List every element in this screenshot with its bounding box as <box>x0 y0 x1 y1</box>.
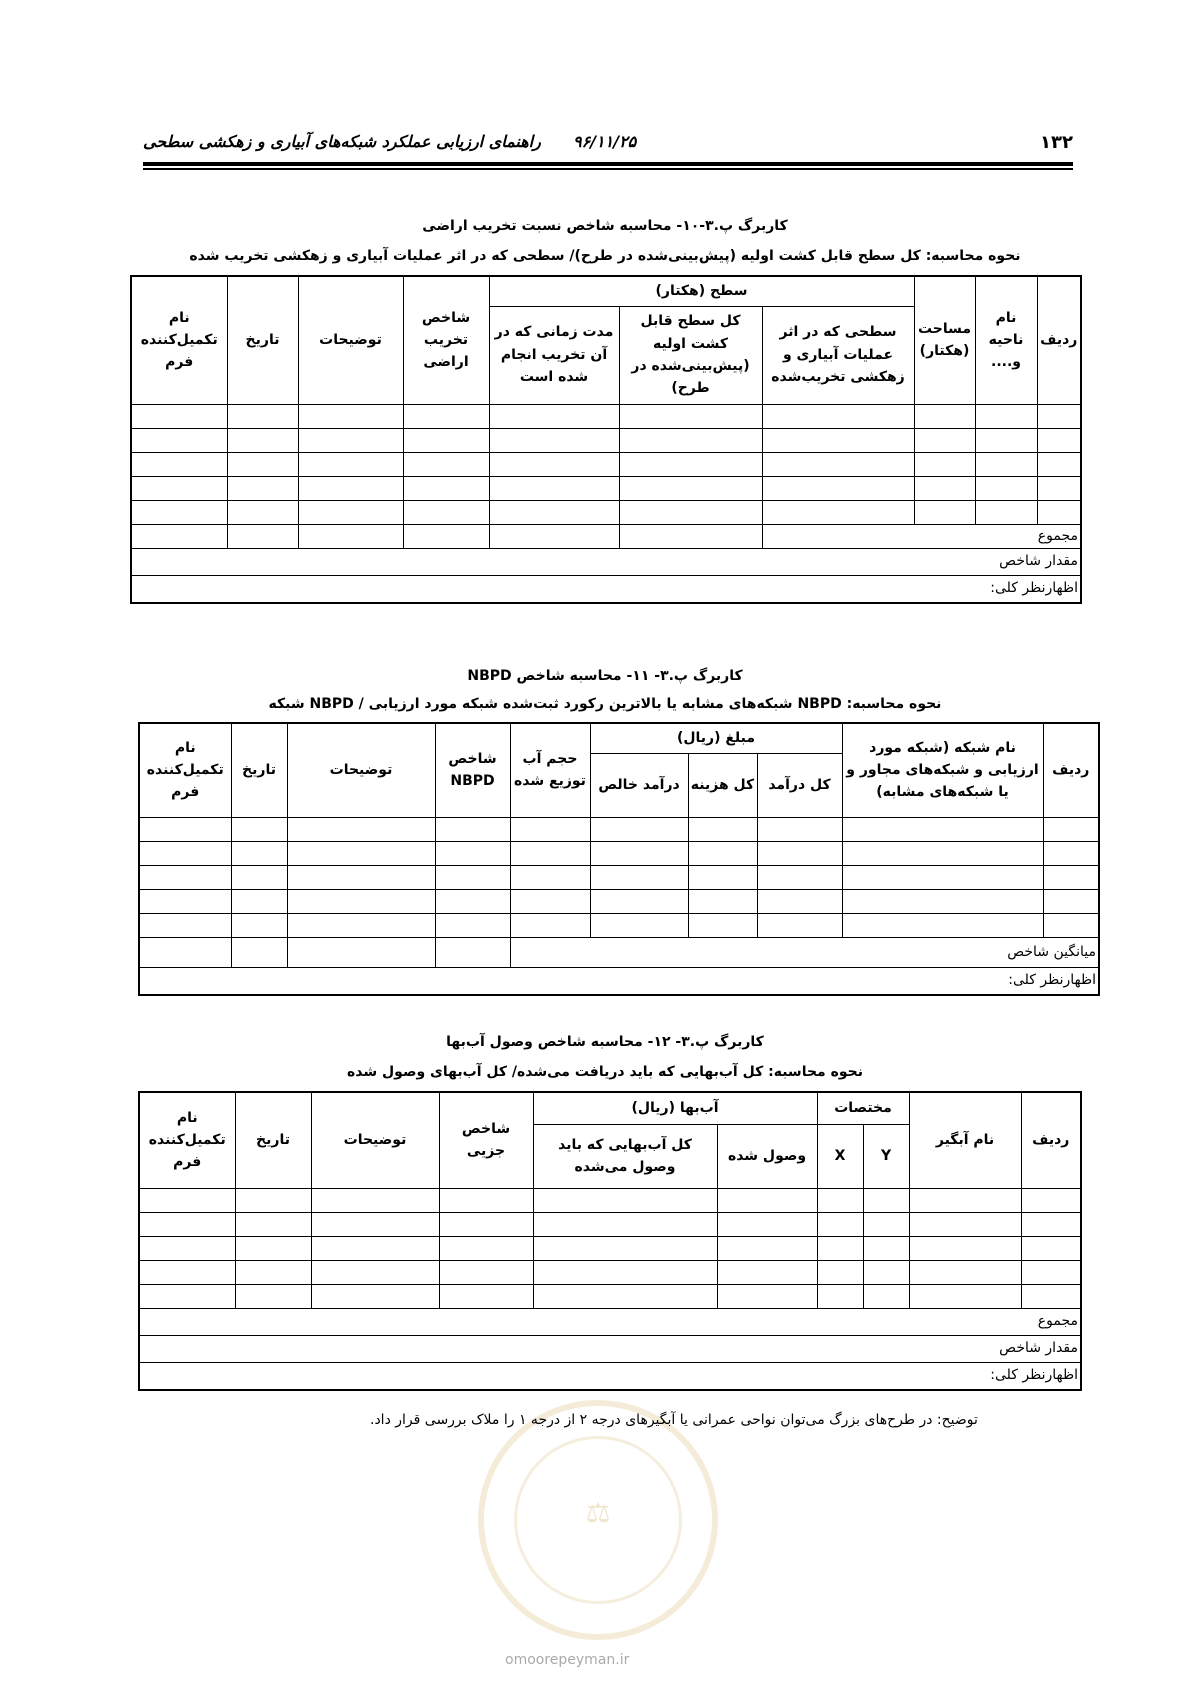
t2-col-filler: نام تکمیل‌کننده فرم <box>139 723 231 817</box>
table-row <box>131 404 1081 428</box>
t3-col-date: تاریخ <box>235 1092 311 1188</box>
t3-sum-label: مجموع <box>139 1308 1081 1335</box>
t2-col-net: درآمد خالص <box>590 753 688 817</box>
t3-group-coords: مختصات <box>817 1092 909 1124</box>
t1-group-surface: سطح (هکتار) <box>489 276 914 306</box>
t3-col-desc: توضیحات <box>311 1092 439 1188</box>
table-row <box>139 1260 1081 1284</box>
table1-formula: نحوه محاسبه: کل سطح قابل کشت اولیه (پیش‌بینی‌شده در طرح)/ سطحی که در اثر عملیات آبیاری و زهکشی تخریب شده <box>189 248 1021 264</box>
header-title: راهنمای ارزیابی عملکرد شبکه‌های آبیاری و زهکشی سطحی <box>143 132 541 151</box>
t1-col-row: ردیف <box>1037 276 1081 404</box>
footnote: توضیح: در طرح‌های بزرگ می‌توان نواحی عمرانی یا آبگیرهای درجه ۲ از درجه ۱ را ملاک بررسی قرار داد. <box>370 1412 978 1428</box>
header-rule-thick <box>143 162 1073 166</box>
table1 <box>130 275 1082 604</box>
t3-opinion-label: اظهارنظر کلی: <box>139 1362 1081 1390</box>
t3-value-label: مقدار شاخص <box>139 1335 1081 1362</box>
table3-title: کاربرگ پ.۳- ۱۲- محاسبه شاخص وصول آب‌بها <box>446 1034 764 1050</box>
t2-col-date: تاریخ <box>231 723 287 817</box>
t2-col-desc: توضیحات <box>287 723 435 817</box>
table-row <box>131 476 1081 500</box>
t3-col-due: کل آب‌بهایی که باید وصول می‌شده <box>533 1124 717 1188</box>
t1-col-duration: مدت زمانی که در آن تخریب انجام شده است <box>489 306 619 404</box>
table-row <box>131 428 1081 452</box>
t1-col-desc: توضیحات <box>298 276 403 404</box>
table-row <box>139 817 1099 841</box>
t1-col-filler: نام تکمیل‌کننده فرم <box>131 276 227 404</box>
table-row <box>139 1236 1081 1260</box>
t3-col-filler: نام تکمیل‌کننده فرم <box>139 1092 235 1188</box>
t2-group-amount: مبلغ (ریال) <box>590 723 842 753</box>
table3-formula: نحوه محاسبه: کل آب‌بهایی که باید دریافت می‌شده/ کل آب‌بهای وصول شده <box>347 1064 863 1080</box>
t1-col-area-name: نام ناحیه و.... <box>975 276 1037 404</box>
table-row <box>139 913 1099 937</box>
t1-col-initial: کل سطح قابل کشت اولیه (پیش‌بینی‌شده در طرح) <box>619 306 762 404</box>
table-row <box>131 500 1081 524</box>
t2-col-volume: حجم آب توزیع شده <box>510 723 590 817</box>
table-row <box>139 1284 1081 1308</box>
t3-col-row: ردیف <box>1021 1092 1081 1188</box>
t3-col-index: شاخص جزیی <box>439 1092 533 1188</box>
t1-value-label: مقدار شاخص <box>131 548 1081 575</box>
t1-col-destroyed: سطحی که در اثر عملیات آبیاری و زهکشی تخریب‌شده <box>762 306 914 404</box>
table3 <box>138 1091 1082 1391</box>
table-row <box>139 841 1099 865</box>
table-row <box>139 1212 1081 1236</box>
t2-col-income: کل درآمد <box>757 753 842 817</box>
t1-col-date: تاریخ <box>227 276 298 404</box>
table-row <box>139 865 1099 889</box>
t3-col-name: نام آبگیر <box>909 1092 1021 1188</box>
table2-title: کاربرگ پ.۳- ۱۱- محاسبه شاخص NBPD <box>467 668 743 684</box>
t3-col-x: X <box>817 1124 863 1188</box>
table2 <box>138 722 1100 996</box>
page-number: ۱۳۲ <box>1040 132 1073 153</box>
table2-formula: نحوه محاسبه: NBPD شبکه‌های مشابه یا بالاترین رکورد ثبت‌شده شبکه مورد ارزیابی / NBPD شبکه <box>268 696 942 712</box>
t1-col-area-ha: مساحت (هکتار) <box>914 276 975 404</box>
t2-col-index: شاخص NBPD <box>435 723 510 817</box>
t1-sum-label: مجموع <box>762 524 1081 548</box>
watermark-url: omoorepeyman.ir <box>505 1652 630 1668</box>
t2-col-cost: کل هزینه <box>688 753 757 817</box>
t3-col-collected: وصول شده <box>717 1124 817 1188</box>
table1-title: کاربرگ پ.۳-۱۰- محاسبه شاخص نسبت تخریب اراضی <box>422 218 788 234</box>
seal-glyph: ⚖ <box>586 1496 610 1529</box>
t3-group-fees: آب‌بها (ریال) <box>533 1092 817 1124</box>
table-row <box>131 452 1081 476</box>
t1-col-index: شاخص تخریب اراضی <box>403 276 489 404</box>
header-rule-thin <box>143 168 1073 170</box>
header-date: ۹۶/۱۱/۲۵ <box>573 132 637 151</box>
t2-opinion-label: اظهارنظر کلی: <box>139 967 1099 995</box>
t2-col-row: ردیف <box>1043 723 1099 817</box>
t2-avg-label: میانگین شاخص <box>510 937 1099 967</box>
t2-col-network: نام شبکه (شبکه مورد ارزیابی و شبکه‌های مجاور و یا شبکه‌های مشابه) <box>842 723 1043 817</box>
seal-watermark <box>478 1400 718 1640</box>
table-row <box>139 889 1099 913</box>
t3-col-y: Y <box>863 1124 909 1188</box>
table-row <box>139 1188 1081 1212</box>
t1-opinion-label: اظهارنظر کلی: <box>131 575 1081 603</box>
